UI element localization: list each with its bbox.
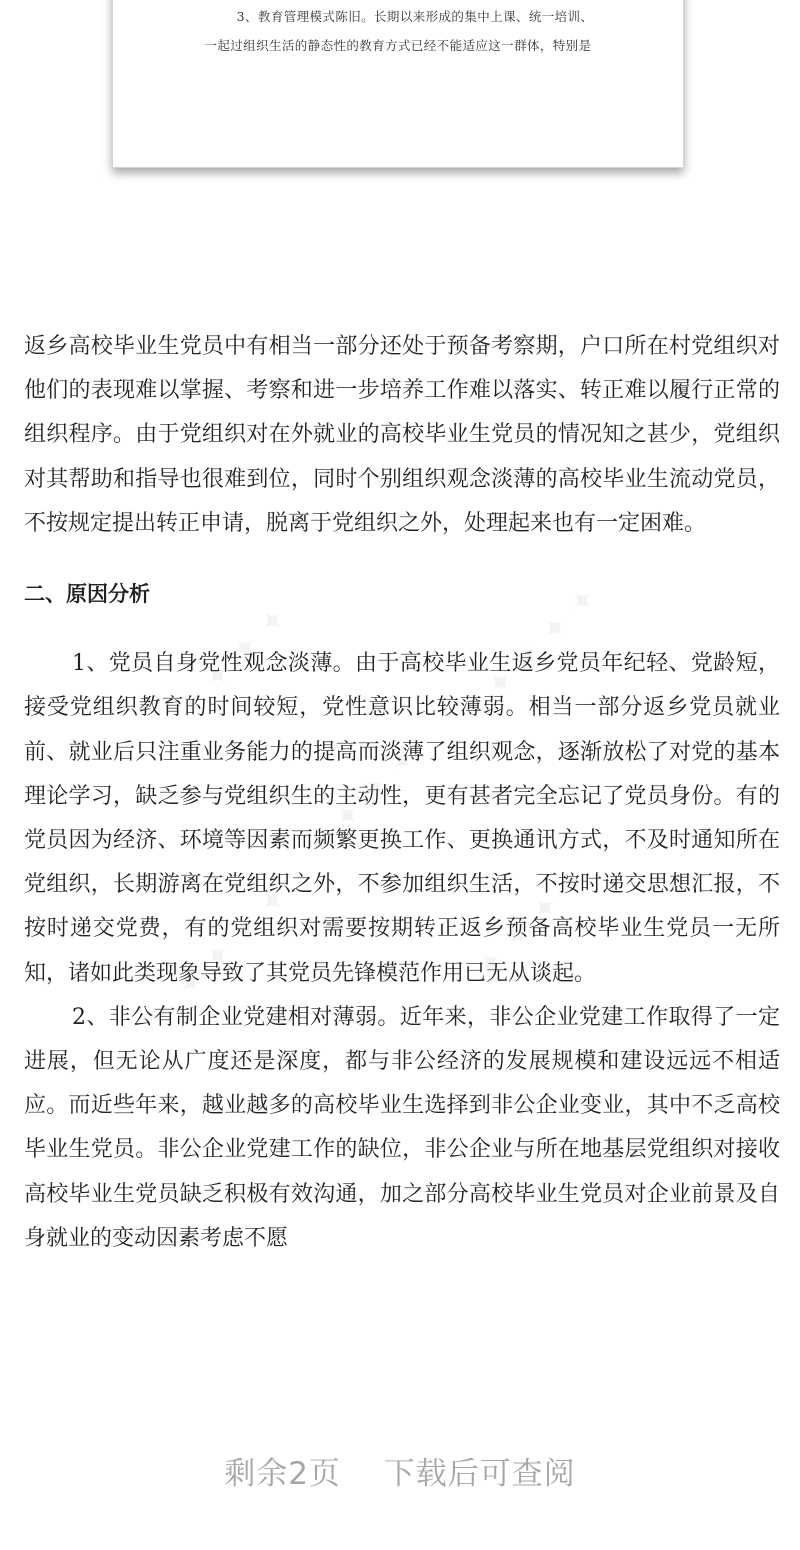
download-to-view-label[interactable]: 下载后可查阅	[383, 1456, 576, 1492]
page-preview-card	[112, 0, 684, 168]
watermark-icon: ✦ ✦ ✦ ✦	[170, 878, 296, 1005]
remaining-pages-bar[interactable]	[0, 1448, 800, 1493]
paragraph-2: 1、党员自身党性观念淡薄。由于高校毕业生返乡党员年纪轻、党龄短，接受党组织教育的时间较短，党性意识比较薄弱。相当一部分返乡党员就业前、就业后只注重业务能力的提高而淡薄了组织观念，逐渐放松了对党的基本理论学习，缺乏参与党组织生的主动性，更有甚者完全忘记了党员身份。有的党员因为经济、环境等因素而频繁更换工作、更换通讯方式，不及时通知所在党组织，长期游离在党组织之外，不参加组织生活，不按时递交思想汇报，不按时递交党费，有的党组织对需要按期转正返乡预备高校毕业生党员一无所知，诸如此类现象导致了其党员先锋模范作用已无从谈起。	[24, 651, 780, 986]
watermark-icon: ✦ ✦ ✦ ✦	[470, 858, 596, 985]
preview-line-1: 3、教育管理模式陈旧。长期以来形成的集中上课、统一培训、	[236, 9, 594, 24]
watermark-icon: ✦ ✦ ✦ ✦	[170, 598, 296, 725]
watermark-icon: ✦ ✦ ✦ ✦	[480, 578, 606, 705]
remaining-pages-label: 剩余2页	[224, 1456, 341, 1492]
section-heading: 二、原因分析	[24, 582, 150, 607]
preview-line-2: 一起过组织生活的静态性的教育方式已经不能适应这一群体，特别是	[204, 38, 592, 53]
watermark-icon: ✦ ✦ ✦ ✦	[300, 738, 426, 865]
document-body	[24, 325, 780, 1261]
paragraph-3: 2、非公有制企业党建相对薄弱。近年来，非公企业党建工作取得了一定进展，但无论从广度还是深度，都与非公经济的发展规模和建设远远不相适应。而近些年来，越业越多的高校毕业生选择到非公企业变业，其中不乏高校毕业生党员。非公企业党建工作的缺位，非公企业与所在地基层党组织对接收高校毕业生党员缺乏积极有效沟通，加之部分高校毕业生党员对企业前景及自身就业的变动因素考虑不愿	[24, 1004, 780, 1251]
paragraph-1: 返乡高校毕业生党员中有相当一部分还处于预备考察期，户口所在村党组织对他们的表现难以掌握、考察和进一步培养工作难以落实、转正难以履行正常的组织程序。由于党组织对在外就业的高校毕业生党员的情况知之甚少，党组织对其帮助和指导也很难到位，同时个别组织观念淡薄的高校毕业生流动党员，不按规定提出转正申请，脱离于党组织之外，处理起来也有一定困难。	[24, 334, 780, 536]
